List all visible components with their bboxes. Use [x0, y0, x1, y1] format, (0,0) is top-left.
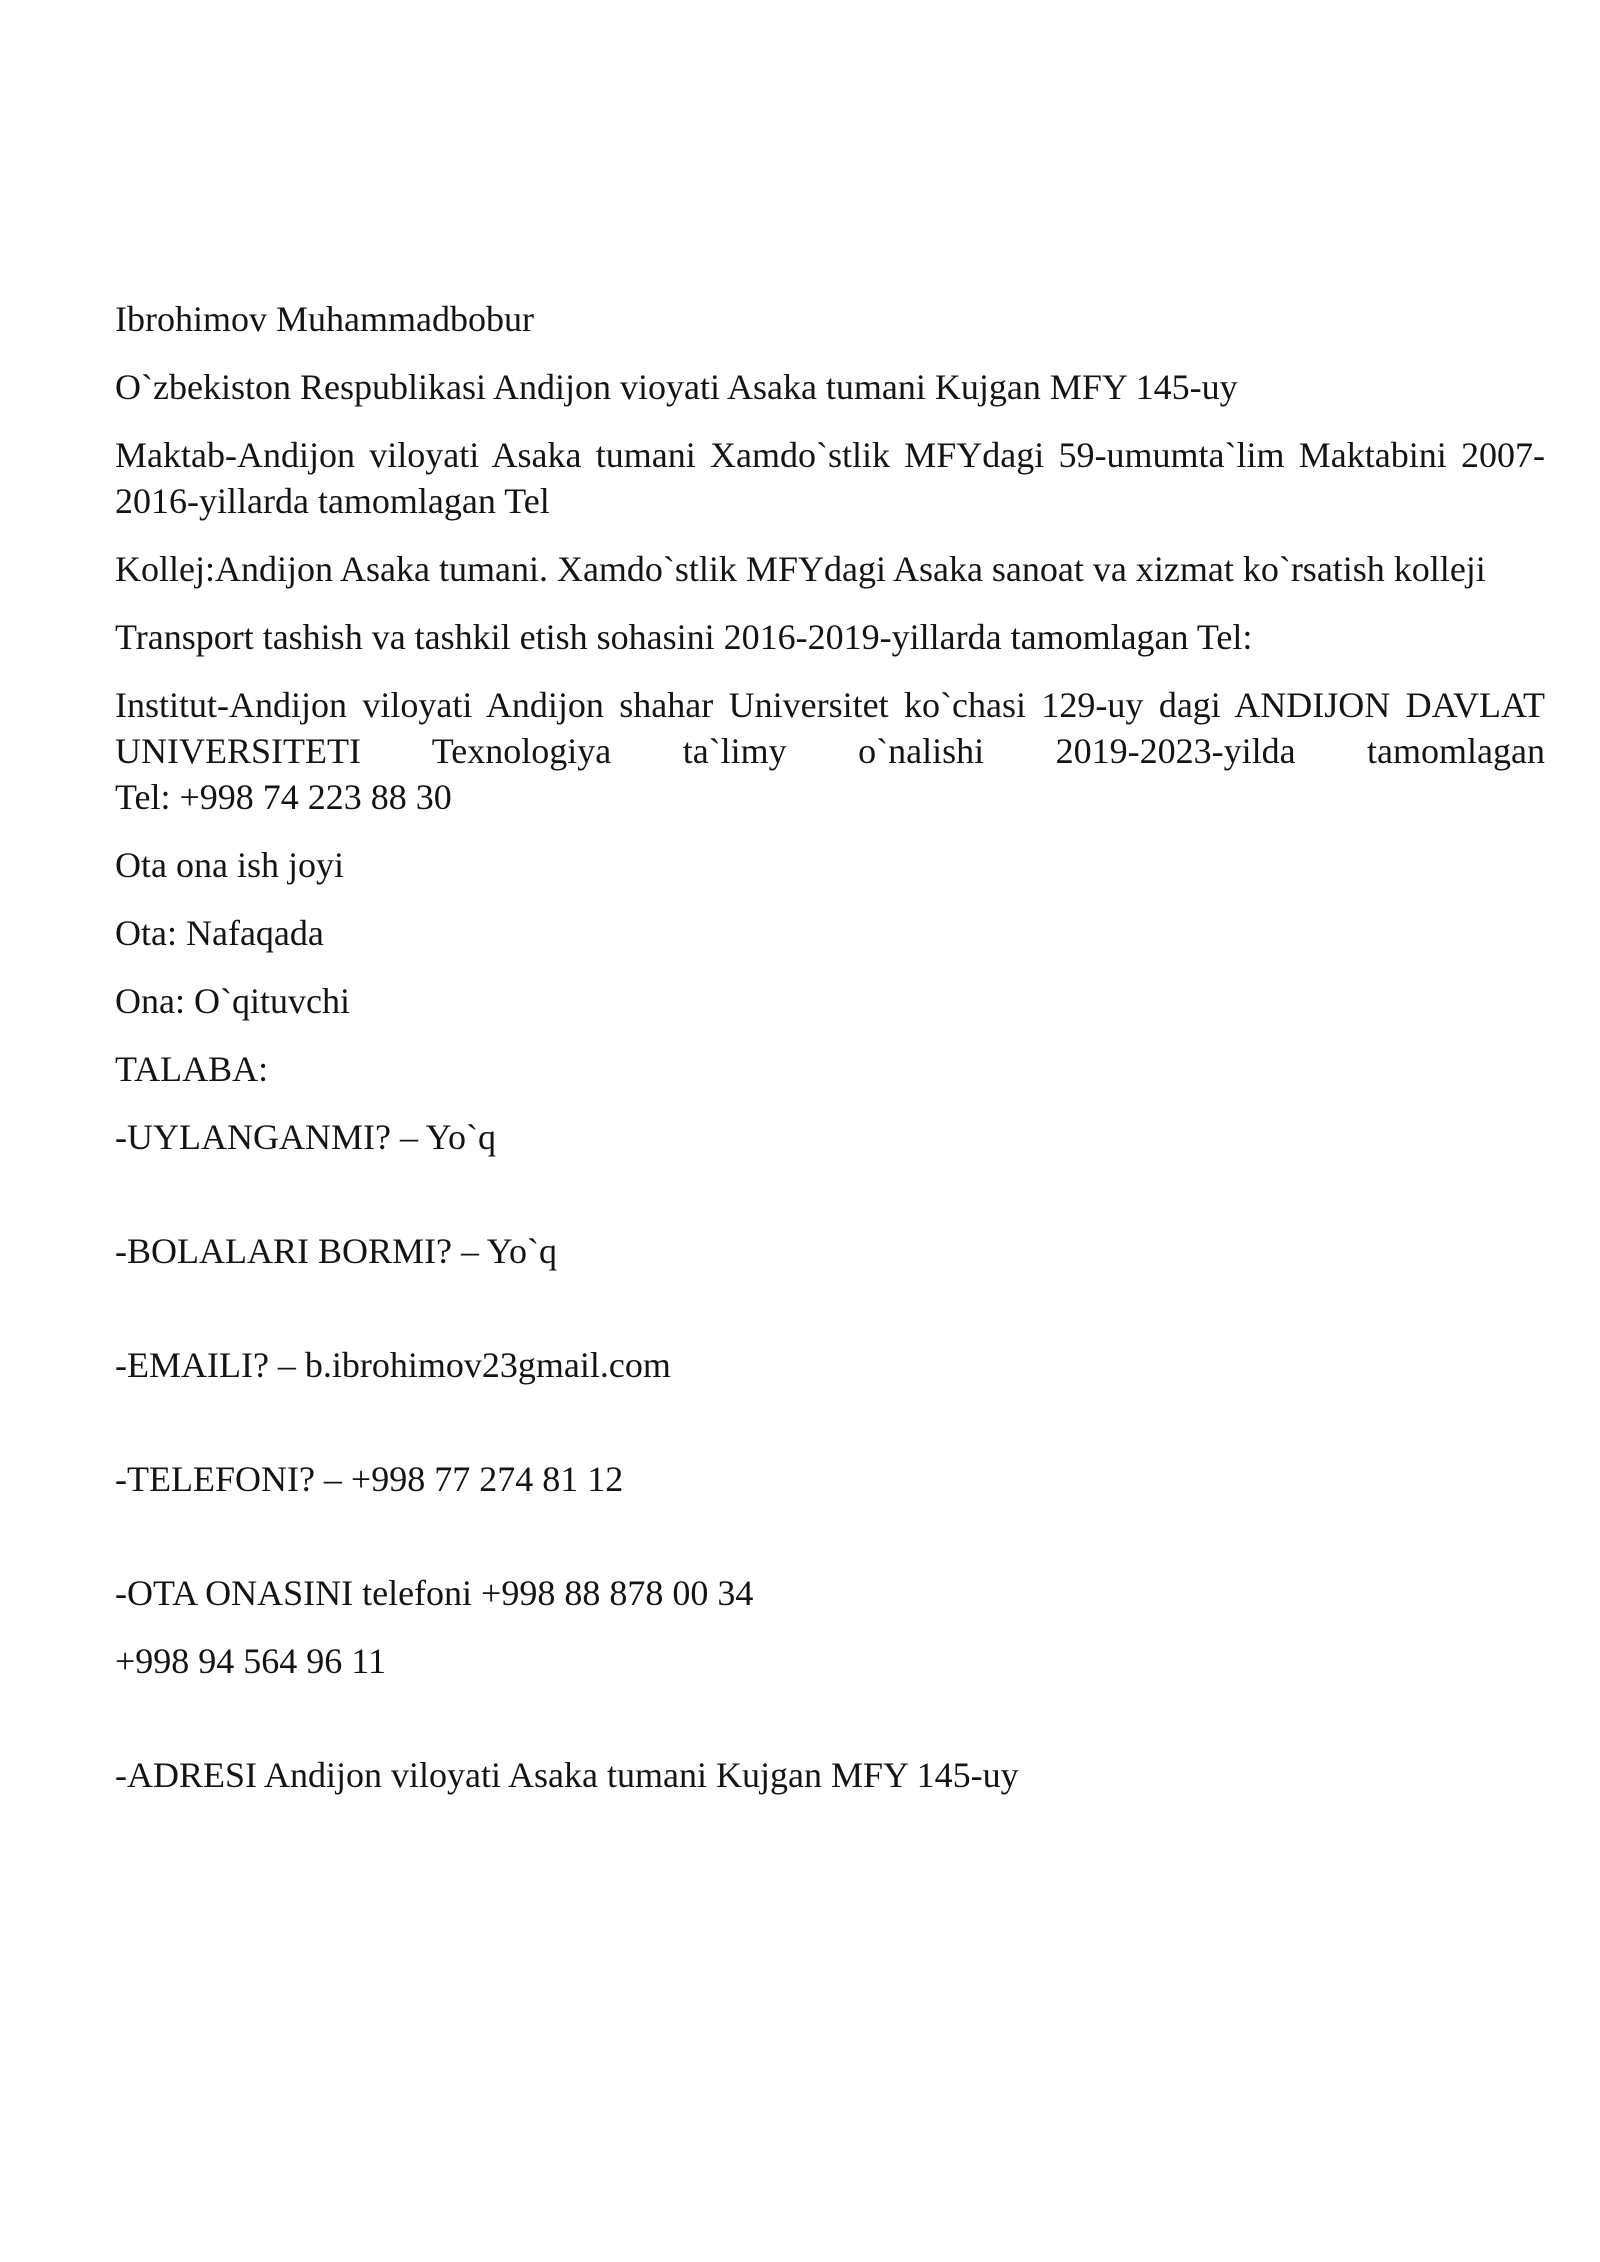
parents-phone-line: -OTA ONASINI telefoni +998 88 878 00 34	[115, 1573, 754, 1613]
school-paragraph: Maktab-Andijon viloyati Asaka tumani Xamdo`stlik MFYdagi 59-umumta`lim Maktabini 2007-2016-yillarda tamomlagan Tel	[115, 435, 1545, 521]
student-heading: TALABA:	[115, 1049, 269, 1089]
student-name: Ibrohimov Muhammadbobur	[115, 299, 534, 339]
email-line: -EMAILI? – b.ibrohimov23gmail.com	[115, 1345, 671, 1385]
college-paragraph: Kollej:Andijon Asaka tumani. Xamdo`stlik MFYdagi Asaka sanoat va xizmat ko`rsatish kolleji	[115, 549, 1486, 589]
college-field-paragraph: Transport tashish va tashkil etish sohasini 2016-2019-yillarda tamomlagan Tel:	[115, 617, 1253, 657]
institute-paragraph	[115, 682, 1545, 820]
address-line: O`zbekiston Respublikasi Andijon vioyati Asaka tumani Kujgan MFY 145-uy	[115, 367, 1238, 407]
father-status: Ota: Nafaqada	[115, 913, 324, 953]
institute-line-2: UNIVERSITETI Texnologiya ta`limy o`nalishi 2019-2023-yilda tamomlagan	[115, 731, 1545, 771]
parents-phone-line-2: +998 94 564 96 11	[115, 1641, 386, 1681]
institute-line-3: Tel: +998 74 223 88 30	[115, 777, 452, 817]
phone-line: -TELEFONI? – +998 77 274 81 12	[115, 1459, 624, 1499]
parents-work-heading: Ota ona ish joyi	[115, 845, 344, 885]
institute-line-1: Institut-Andijon viloyati Andijon shahar Universitet ko`chasi 129-uy dagi ANDIJON DAVLAT	[115, 685, 1545, 725]
document-body	[115, 296, 1545, 1820]
home-address-line: -ADRESI Andijon viloyati Asaka tumani Kujgan MFY 145-uy	[115, 1755, 1019, 1795]
children-line: -BOLALARI BORMI? – Yo`q	[115, 1231, 558, 1271]
mother-status: Ona: O`qituvchi	[115, 981, 350, 1021]
married-line: -UYLANGANMI? – Yo`q	[115, 1117, 496, 1157]
